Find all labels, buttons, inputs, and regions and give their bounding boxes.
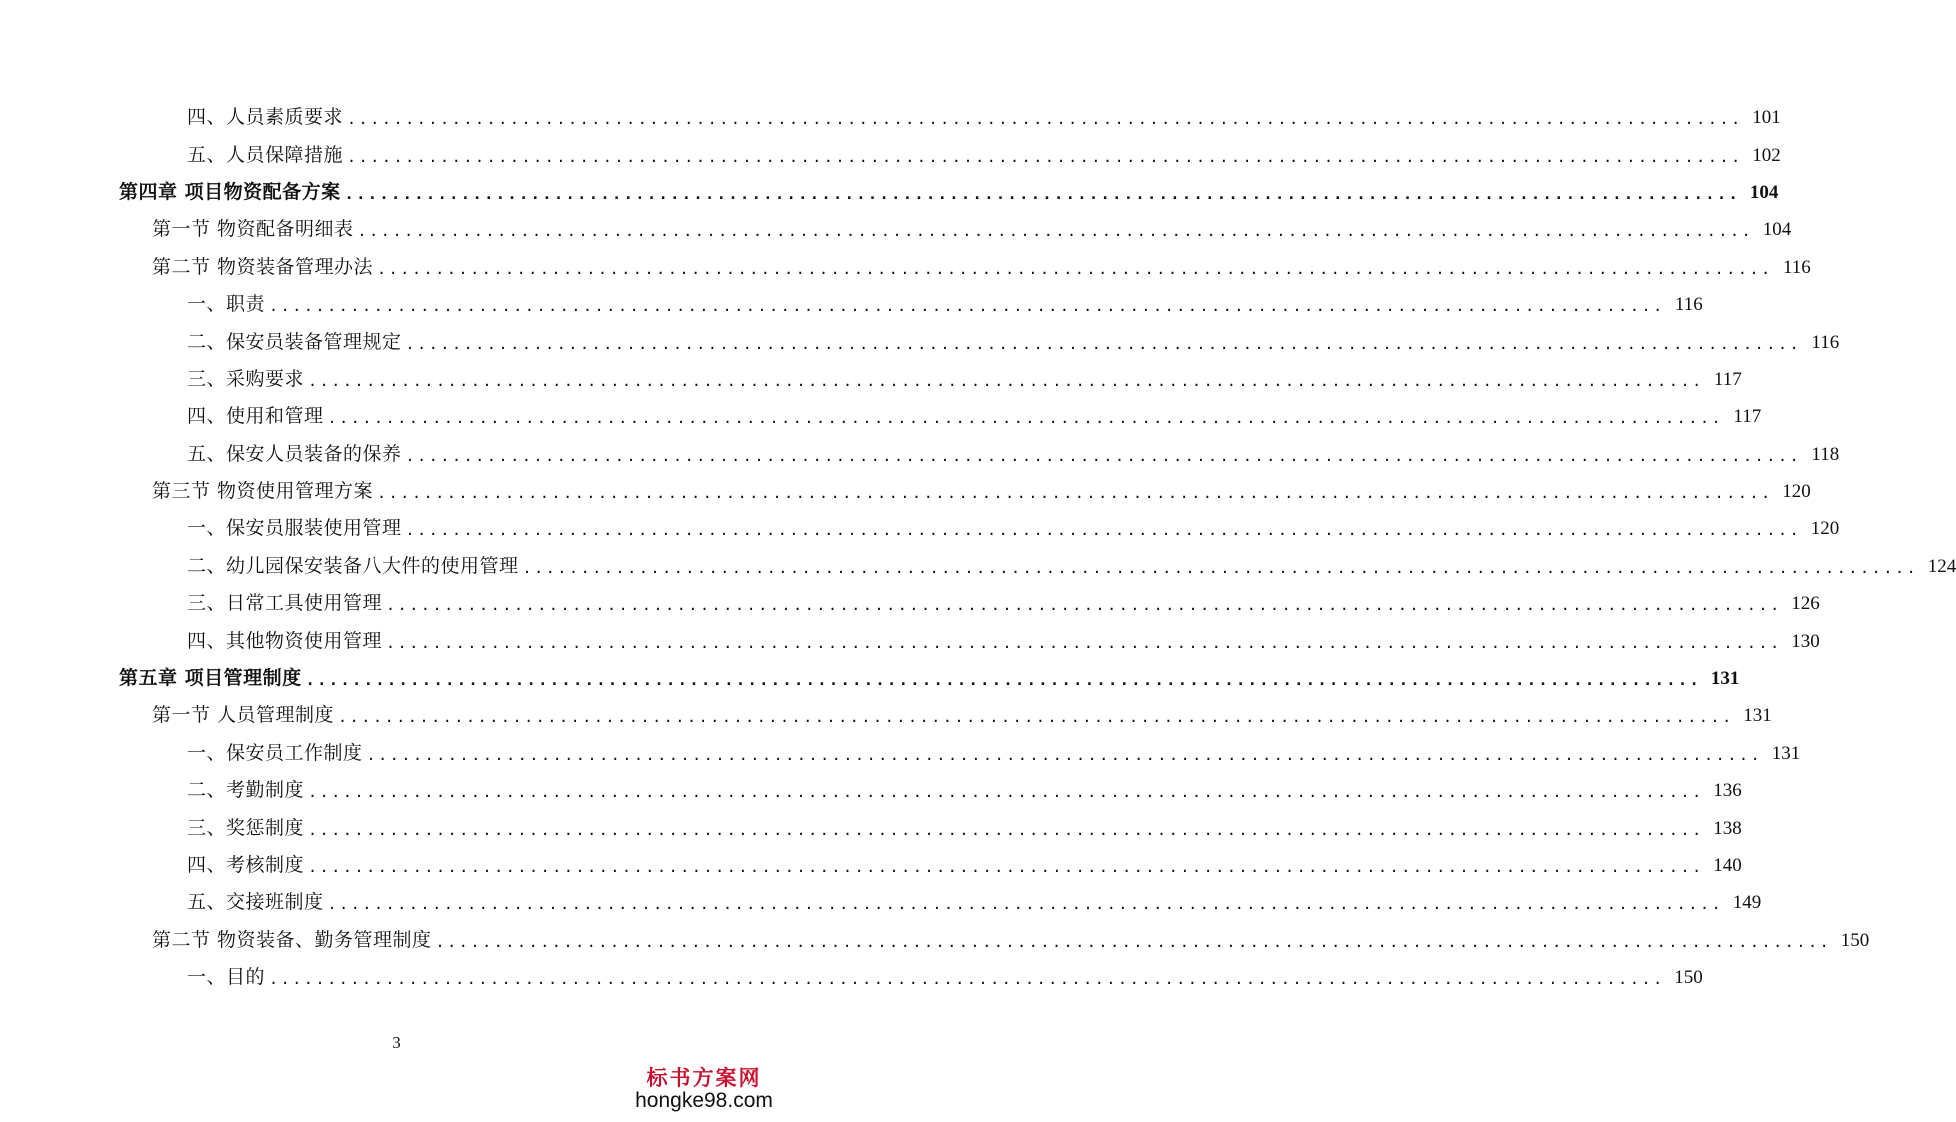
toc-dot-leader: ........................................................................................................................	[308, 820, 1704, 839]
toc-entry-page: 131	[1771, 742, 1801, 764]
toc-entry-page: 120	[1810, 518, 1840, 540]
toc-entry-page: 138	[1713, 817, 1742, 839]
toc-entry-section[interactable]	[0, 473, 1811, 510]
toc-entry-page: 102	[1752, 144, 1781, 166]
toc-entry-item[interactable]	[0, 136, 1781, 173]
toc-entry-page: 117	[1733, 406, 1762, 428]
toc-entry-title: 三、奖惩制度	[187, 816, 305, 839]
toc-entry-title: 一、目的	[187, 966, 266, 989]
toc-dot-leader: ........................................................................................................................	[357, 222, 1754, 241]
toc-entry-title: 第五章 项目管理制度	[119, 667, 302, 690]
toc-entry-title: 二、幼儿园保安装备八大件的使用管理	[187, 554, 519, 577]
toc-dot-leader: ........................................................................................................................	[308, 371, 1704, 390]
toc-dot-leader: ........................................................................................................................	[405, 446, 1802, 465]
toc-dot-leader: ........................................................................................................................	[435, 932, 1832, 951]
toc-entry-page: 116	[1674, 294, 1703, 316]
toc-entry-page: 118	[1811, 443, 1840, 465]
toc-dot-leader: ........................................................................................................................	[522, 558, 1919, 577]
toc-entry-page: 116	[1811, 331, 1840, 353]
toc-entry-page: 136	[1713, 780, 1742, 802]
toc-dot-leader: ........................................................................................................................	[308, 783, 1704, 802]
toc-entry-title: 五、交接班制度	[187, 891, 324, 914]
toc-dot-leader: ........................................................................................................................	[377, 484, 1773, 503]
toc-entry-title: 一、职责	[187, 293, 266, 316]
toc-entry-page: 124	[1927, 555, 1956, 577]
toc-dot-leader: ........................................................................................................................	[308, 858, 1704, 876]
toc-entry-title: 五、人员保障措施	[187, 143, 344, 166]
toc-entry-title: 三、日常工具使用管理	[187, 592, 383, 615]
toc-entry-page: 131	[1710, 668, 1740, 690]
toc-dot-leader: ........................................................................................................................	[405, 521, 1802, 540]
toc-dot-leader: ........................................................................................................................	[327, 895, 1724, 914]
toc-entry-item[interactable]	[0, 772, 1742, 809]
toc-entry-item[interactable]	[0, 398, 1762, 435]
watermark	[629, 1066, 779, 1113]
toc-entry-section[interactable]	[0, 697, 1772, 734]
toc-entry-chapter[interactable]	[0, 174, 1779, 211]
toc-entry-page: 131	[1743, 705, 1772, 727]
toc-entry-item[interactable]	[0, 735, 1801, 772]
toc-entry-section[interactable]	[0, 922, 1870, 959]
toc-entry-item[interactable]	[0, 585, 1820, 622]
toc-entry-title: 一、保安员工作制度	[187, 741, 363, 764]
toc-dot-leader: ........................................................................................................................	[366, 745, 1763, 764]
toc-dot-leader: ........................................................................................................................	[338, 708, 1734, 727]
toc-entry-chapter[interactable]	[0, 660, 1740, 697]
toc-entry-page: 116	[1782, 256, 1811, 278]
toc-dot-leader: ........................................................................................................................	[377, 259, 1773, 278]
toc-dot-leader: ........................................................................................................................	[405, 334, 1802, 353]
toc-entry-title: 第四章 项目物资配备方案	[119, 180, 341, 203]
toc-entry-title: 第二节 物资装备管理办法	[152, 255, 374, 278]
toc-entry-item[interactable]	[0, 622, 1820, 659]
toc-entry-section[interactable]	[0, 249, 1811, 286]
toc-entry-item[interactable]	[0, 510, 1840, 547]
watermark-url: hongke98.com	[635, 1089, 773, 1113]
toc-entry-page: 101	[1752, 107, 1781, 129]
toc-entry-item[interactable]	[0, 809, 1742, 846]
toc-entry-item[interactable]	[0, 884, 1762, 921]
toc-entry-title: 第一节 物资配备明细表	[152, 218, 354, 241]
toc-dot-leader: ........................................................................................................................	[327, 409, 1724, 428]
toc-entry-page: 104	[1749, 181, 1779, 203]
toc-entry-title: 四、考核制度	[187, 854, 305, 876]
toc-entry-item[interactable]	[0, 959, 1703, 996]
toc-entry-item[interactable]	[0, 548, 1956, 585]
toc-dot-leader: ........................................................................................................................	[269, 297, 1665, 316]
toc-entry-page: 117	[1713, 368, 1742, 390]
toc-dot-leader: ........................................................................................................................	[347, 110, 1743, 129]
toc-entry-page: 149	[1732, 892, 1762, 914]
watermark-cn-text: 标书方案网	[646, 1065, 762, 1090]
page-number: 3	[392, 1033, 401, 1052]
toc-dot-leader: ........................................................................................................................	[386, 633, 1782, 652]
toc-entry-title: 五、保安人员装备的保养	[187, 442, 402, 465]
toc-entry-item[interactable]	[0, 436, 1840, 473]
toc-entry-title: 四、其他物资使用管理	[187, 629, 383, 652]
toc-entry-title: 四、使用和管理	[187, 405, 324, 428]
toc-entry-title: 二、考勤制度	[187, 779, 305, 802]
toc-entry-page: 150	[1674, 967, 1703, 989]
toc-entry-page: 126	[1791, 593, 1820, 615]
table-of-contents	[0, 99, 1956, 996]
toc-entry-title: 第一节 人员管理制度	[152, 704, 335, 727]
toc-entry-page: 130	[1791, 630, 1820, 652]
toc-dot-leader: ........................................................................................................................	[344, 184, 1741, 203]
toc-entry-item[interactable]	[0, 99, 1781, 136]
toc-dot-leader: ........................................................................................................................	[305, 671, 1702, 690]
toc-dot-leader: ........................................................................................................................	[386, 596, 1782, 615]
toc-dot-leader: ........................................................................................................................	[269, 970, 1665, 989]
toc-entry-title: 一、保安员服装使用管理	[187, 517, 402, 540]
toc-entry-title: 第三节 物资使用管理方案	[152, 480, 374, 503]
toc-entry-item[interactable]	[0, 847, 1742, 884]
toc-entry-page: 120	[1782, 481, 1811, 503]
toc-entry-title: 第二节 物资装备、勤务管理制度	[152, 928, 432, 951]
toc-entry-title: 二、保安员装备管理规定	[187, 330, 402, 353]
toc-dot-leader: ........................................................................................................................	[347, 147, 1743, 166]
toc-entry-section[interactable]	[0, 211, 1792, 248]
toc-entry-page: 150	[1840, 929, 1870, 951]
toc-entry-page: 104	[1762, 219, 1792, 241]
toc-entry-page: 140	[1713, 855, 1742, 876]
toc-entry-title: 三、采购要求	[187, 367, 305, 390]
toc-entry-item[interactable]	[0, 323, 1840, 360]
toc-entry-item[interactable]	[0, 361, 1742, 398]
toc-entry-item[interactable]	[0, 286, 1703, 323]
toc-entry-title: 四、人员素质要求	[187, 106, 344, 129]
